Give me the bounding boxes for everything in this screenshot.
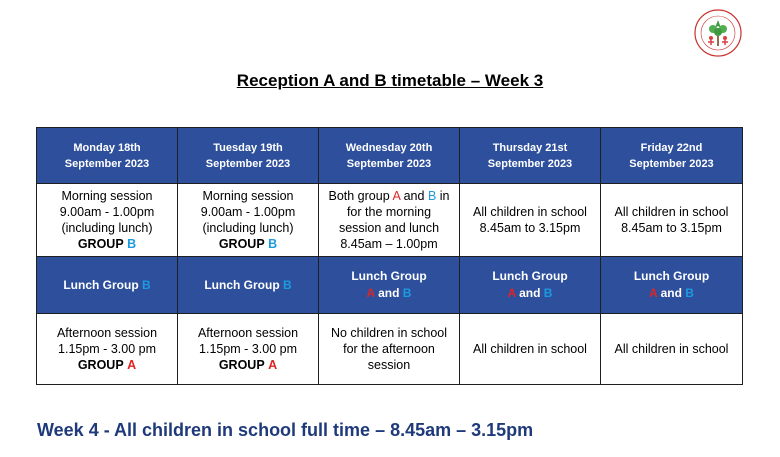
timetable <box>36 127 743 385</box>
lunch-monday: Lunch Group B <box>37 257 178 314</box>
morning-thursday: All children in school 8.45am to 3.15pm <box>460 184 601 257</box>
morning-friday: All children in school 8.45am to 3.15pm <box>601 184 743 257</box>
morning-monday: Morning session 9.00am - 1.00pm (including lunch) GROUP B <box>37 184 178 257</box>
header-friday: Friday 22nd September 2023 <box>601 128 743 184</box>
lunch-friday: Lunch Group A and B <box>601 257 743 314</box>
lunch-row <box>37 257 743 314</box>
morning-row <box>37 184 743 257</box>
afternoon-thursday: All children in school <box>460 314 601 385</box>
header-tuesday: Tuesday 19th September 2023 <box>178 128 319 184</box>
academy-logo <box>693 8 743 58</box>
header-row <box>37 128 743 184</box>
header-thursday: Thursday 21st September 2023 <box>460 128 601 184</box>
lunch-tuesday: Lunch Group B <box>178 257 319 314</box>
afternoon-monday: Afternoon session 1.15pm - 3.00 pm GROUP A <box>37 314 178 385</box>
morning-tuesday: Morning session 9.00am - 1.00pm (including lunch) GROUP B <box>178 184 319 257</box>
lunch-thursday: Lunch Group A and B <box>460 257 601 314</box>
afternoon-wednesday: No children in school for the afternoon session <box>319 314 460 385</box>
page-title: Reception A and B timetable – Week 3 <box>236 71 544 90</box>
week4-note: Week 4 - All children in school full time – 8.45am – 3.15pm <box>37 420 534 440</box>
afternoon-row <box>37 314 743 385</box>
afternoon-friday: All children in school <box>601 314 743 385</box>
afternoon-tuesday: Afternoon session 1.15pm - 3.00 pm GROUP A <box>178 314 319 385</box>
lunch-wednesday: Lunch Group A and B <box>319 257 460 314</box>
header-monday: Monday 18th September 2023 <box>37 128 178 184</box>
header-wednesday: Wednesday 20th September 2023 <box>319 128 460 184</box>
morning-wednesday: Both group A and B in for the morning session and lunch 8.45am – 1.00pm <box>319 184 460 257</box>
